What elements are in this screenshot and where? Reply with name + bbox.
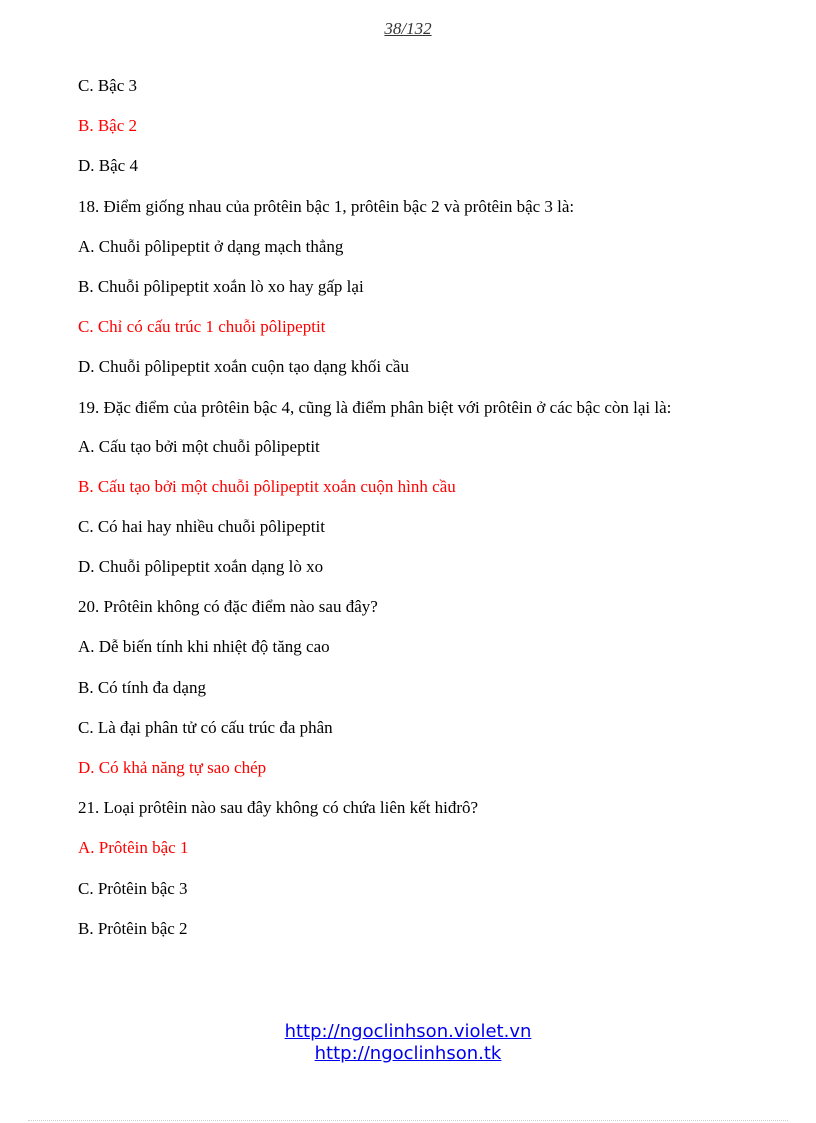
correct-answer-line: C. Chỉ có cấu trúc 1 chuỗi pôlipeptit [78, 317, 326, 337]
option-line: C. Có hai hay nhiều chuỗi pôlipeptit [78, 516, 325, 536]
page-number: 38/132 [384, 19, 432, 38]
option-line: C. Bậc 3 [78, 76, 138, 95]
correct-answer-line: B. Cấu tạo bởi một chuỗi pôlipeptit xoắn cuộn hình cầu [78, 476, 456, 496]
footer-links [0, 1021, 816, 1065]
option-line: D. Chuỗi pôlipeptit xoắn cuộn tạo dạng khối cầu [78, 357, 409, 377]
question-20: 20. Prôtêin không có đặc điểm nào sau đây? [78, 597, 378, 617]
option-line: A. Chuỗi pôlipeptit ở dạng mạch thẳng [78, 236, 344, 256]
question-19: 19. Đặc điểm của prôtêin bậc 4, cũng là điểm phân biệt với prôtêin ở các bậc còn lại là: [78, 397, 672, 417]
option-line: C. Là đại phân tử có cấu trúc đa phân [78, 717, 333, 737]
option-line: A. Cấu tạo bởi một chuỗi pôlipeptit [78, 436, 320, 456]
page-bottom-divider [28, 1120, 788, 1121]
option-line: C. Prôtêin bậc 3 [78, 878, 188, 898]
correct-answer-line: B. Bậc 2 [78, 116, 138, 136]
option-line: B. Chuỗi pôlipeptit xoắn lò xo hay gấp lại [78, 276, 364, 296]
option-line: A. Dễ biến tính khi nhiệt độ tăng cao [78, 637, 330, 657]
option-line: D. Chuỗi pôlipeptit xoắn dạng lò xo [78, 557, 324, 577]
question-21: 21. Loại prôtêin nào sau đây không có chứa liên kết hiđrô? [78, 798, 479, 818]
correct-answer-line: A. Prôtêin bậc 1 [78, 838, 189, 858]
question-list [78, 74, 738, 957]
option-line: D. Bậc 4 [78, 156, 138, 176]
footer-link-violet[interactable]: http://ngoclinhson.violet.vn [284, 1021, 532, 1042]
option-line: B. Có tính đa dạng [78, 677, 206, 697]
correct-answer-line: D. Có khả năng tự sao chép [78, 758, 267, 777]
option-line: B. Prôtêin bậc 2 [78, 918, 188, 938]
footer-link-tk[interactable]: http://ngoclinhson.tk [314, 1043, 502, 1064]
question-18: 18. Điểm giống nhau của prôtêin bậc 1, prôtêin bậc 2 và prôtêin bậc 3 là: [78, 196, 575, 216]
